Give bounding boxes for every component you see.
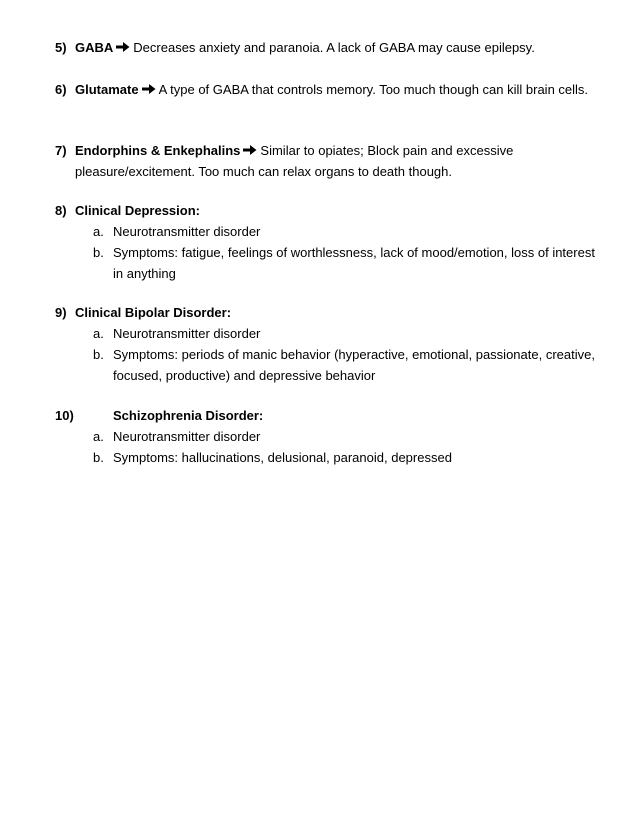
item-term: Schizophrenia Disorder: <box>113 408 264 423</box>
item-body <box>75 79 595 100</box>
sub-letter: a. <box>93 429 104 444</box>
sub-list <box>55 221 595 284</box>
sub-letter: a. <box>93 224 104 239</box>
arrow-right-icon <box>116 41 130 53</box>
item-term: Clinical Bipolar Disorder: <box>75 305 232 320</box>
list-item-bipolar-disorder <box>55 302 595 386</box>
sub-item <box>93 344 595 386</box>
item-body <box>113 405 595 426</box>
arrow-right-icon <box>142 83 156 95</box>
sub-item <box>93 426 595 447</box>
list-item-gaba <box>55 37 595 58</box>
item-body <box>75 37 595 58</box>
item-number: 9) <box>55 305 67 320</box>
item-text: Similar to opiates; Block pain and excessive pleasure/excitement. Too much can relax organs to death though. <box>75 143 514 179</box>
item-number: 10) <box>55 408 74 423</box>
sub-text: Neurotransmitter disorder <box>113 326 261 341</box>
sub-item <box>93 221 595 242</box>
item-number: 7) <box>55 143 67 158</box>
sub-letter: a. <box>93 326 104 341</box>
item-text: A type of GABA that controls memory. Too much though can kill brain cells. <box>158 82 589 97</box>
item-number: 5) <box>55 40 67 55</box>
item-term: Endorphins & Enkephalins <box>75 143 241 158</box>
sub-list <box>55 323 595 386</box>
list-item-schizophrenia <box>55 405 595 468</box>
item-body <box>75 302 595 323</box>
sub-text: Symptoms: fatigue, feelings of worthlessness, lack of mood/emotion, loss of interest in anything <box>113 245 595 281</box>
sub-item <box>93 242 595 284</box>
item-body <box>75 200 595 221</box>
list-item-clinical-depression <box>55 200 595 284</box>
item-number: 8) <box>55 203 67 218</box>
sub-item <box>93 323 595 344</box>
list-item-glutamate <box>55 79 595 100</box>
item-body <box>75 140 595 182</box>
sub-letter: b. <box>93 450 104 465</box>
sub-list <box>55 426 595 468</box>
sub-text: Neurotransmitter disorder <box>113 224 261 239</box>
sub-letter: b. <box>93 347 104 362</box>
sub-letter: b. <box>93 245 104 260</box>
item-term: Clinical Depression: <box>75 203 200 218</box>
arrow-right-icon <box>243 144 257 156</box>
item-term: Glutamate <box>75 82 139 97</box>
item-number: 6) <box>55 82 67 97</box>
sub-text: Neurotransmitter disorder <box>113 429 261 444</box>
sub-item <box>93 447 595 468</box>
item-text: Decreases anxiety and paranoia. A lack of GABA may cause epilepsy. <box>133 40 535 55</box>
sub-text: Symptoms: periods of manic behavior (hyperactive, emotional, passionate, creative, focused, productive) and depressive behavior <box>113 347 595 383</box>
list-item-endorphins <box>55 140 595 182</box>
sub-text: Symptoms: hallucinations, delusional, paranoid, depressed <box>113 450 452 465</box>
item-term: GABA <box>75 40 114 55</box>
